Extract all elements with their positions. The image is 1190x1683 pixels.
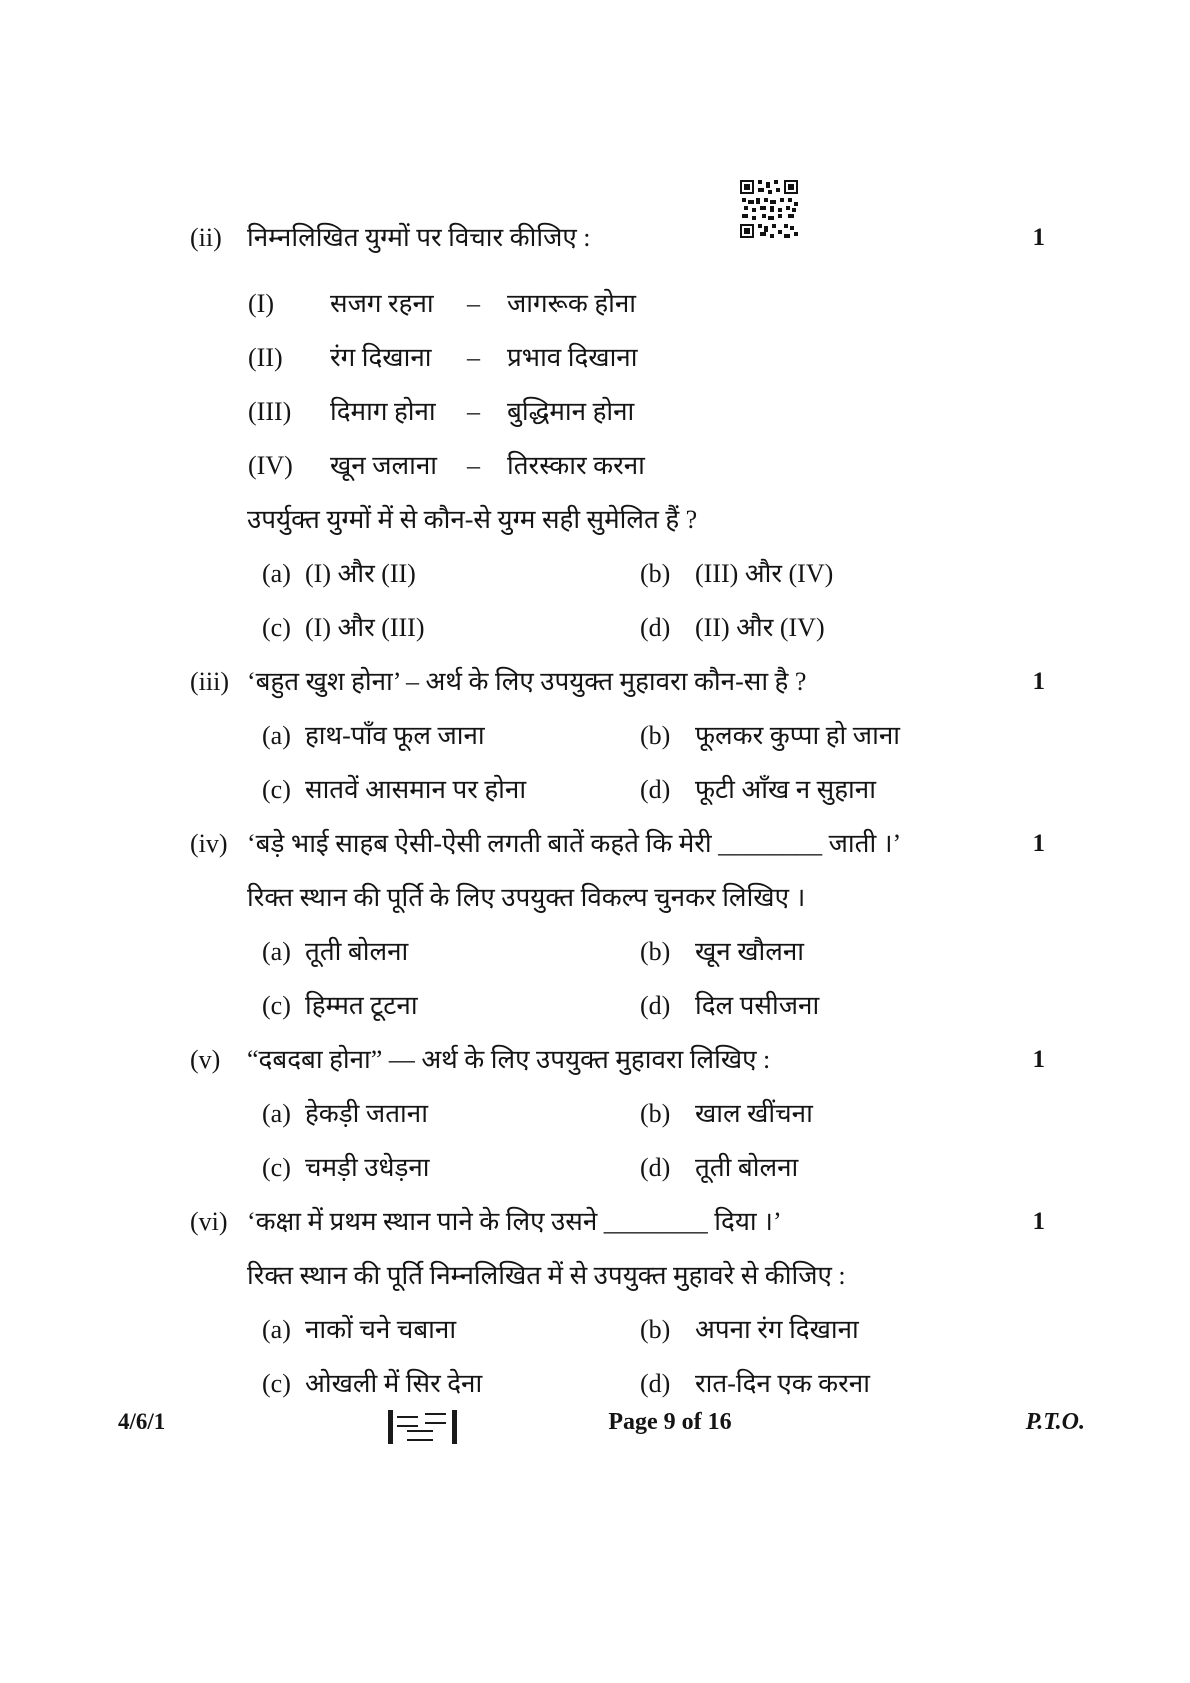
option-text: दिल पसीजना xyxy=(695,991,820,1020)
question-number: (v) xyxy=(190,1045,221,1074)
pair-dash: – xyxy=(467,451,480,480)
question-iv xyxy=(190,828,1045,860)
question-iii-options-cd xyxy=(190,774,1045,806)
marks-value: 1 xyxy=(1032,1046,1045,1073)
option-text: फूलकर कुप्पा हो जाना xyxy=(695,721,900,750)
pair-number: (IV) xyxy=(248,451,293,480)
question-iii-options-ab xyxy=(190,720,1045,752)
marks-value: 1 xyxy=(1032,224,1045,251)
pto-label: P.T.O. xyxy=(1025,1409,1085,1435)
question-iv-options-cd xyxy=(190,990,1045,1022)
question-text: ‘बहुत खुश होना’ – अर्थ के लिए उपयुक्त मुहावरा कौन-सा है ? xyxy=(247,667,807,696)
question-ii-options-cd xyxy=(190,612,1045,644)
question-vi-options-cd xyxy=(190,1368,1045,1400)
pair-left: खून जलाना xyxy=(330,451,438,480)
option-text: (I) और (II) xyxy=(305,559,416,588)
question-number: (ii) xyxy=(190,223,222,252)
option-text: तूती बोलना xyxy=(695,1153,799,1182)
question-vi-options-ab xyxy=(190,1314,1045,1346)
pair-left: रंग दिखाना xyxy=(330,343,432,372)
paper-code: 4/6/1 xyxy=(118,1409,166,1434)
questions-area xyxy=(190,222,1045,1400)
option-label: (a) xyxy=(262,559,291,588)
question-iv-instruction: रिक्त स्थान की पूर्ति के लिए उपयुक्त विकल्प चुनकर लिखिए । xyxy=(247,883,806,912)
pair-row-1 xyxy=(190,288,1045,320)
option-text: हिम्मत टूटना xyxy=(305,991,418,1020)
option-label: (b) xyxy=(640,1099,671,1128)
option-label: (c) xyxy=(262,991,291,1020)
page-footer xyxy=(0,1405,1190,1447)
pair-right: तिरस्कार करना xyxy=(507,451,645,480)
option-text: तूती बोलना xyxy=(305,937,409,966)
option-label: (d) xyxy=(640,775,671,804)
option-label: (c) xyxy=(262,613,291,642)
marks-value: 1 xyxy=(1032,1208,1045,1235)
pair-row-4 xyxy=(190,450,1045,482)
option-label: (b) xyxy=(640,721,671,750)
option-text: खून खौलना xyxy=(695,937,804,966)
option-text: नाकों चने चबाना xyxy=(305,1315,457,1344)
option-text: (III) और (IV) xyxy=(695,559,834,588)
option-label: (a) xyxy=(262,1099,291,1128)
option-label: (c) xyxy=(262,1369,291,1398)
question-v xyxy=(190,1044,1045,1076)
question-number: (iii) xyxy=(190,667,229,696)
question-ii-options-ab xyxy=(190,558,1045,590)
question-iv-options-ab xyxy=(190,936,1045,968)
option-text: हेकड़ी जताना xyxy=(305,1099,428,1128)
option-label: (d) xyxy=(640,613,671,642)
barcode-icon xyxy=(388,1410,458,1444)
option-text: ओखली में सिर देना xyxy=(305,1369,483,1398)
question-v-options-cd xyxy=(190,1152,1045,1184)
marks-value: 1 xyxy=(1032,830,1045,857)
option-label: (b) xyxy=(640,937,671,966)
pair-row-2 xyxy=(190,342,1045,374)
pair-left: सजग रहना xyxy=(330,289,434,318)
option-label: (d) xyxy=(640,1369,671,1398)
option-text: चमड़ी उधेड़ना xyxy=(305,1153,430,1182)
pair-right: बुद्धिमान होना xyxy=(507,397,635,426)
option-label: (c) xyxy=(262,775,291,804)
option-text: अपना रंग दिखाना xyxy=(695,1315,859,1344)
option-text: रात-दिन एक करना xyxy=(695,1369,870,1398)
option-text: (II) और (IV) xyxy=(695,613,825,642)
pair-dash: – xyxy=(467,397,480,426)
option-label: (b) xyxy=(640,1315,671,1344)
pair-row-3 xyxy=(190,396,1045,428)
question-text: “दबदबा होना” — अर्थ के लिए उपयुक्त मुहावरा लिखिए : xyxy=(247,1045,771,1074)
option-label: (c) xyxy=(262,1153,291,1182)
option-text: हाथ-पाँव फूल जाना xyxy=(305,721,485,750)
pair-number: (III) xyxy=(248,397,292,426)
option-text: खाल खींचना xyxy=(695,1099,813,1128)
option-text: सातवें आसमान पर होना xyxy=(305,775,527,804)
option-label: (a) xyxy=(262,937,291,966)
page-number-label: Page 9 of 16 xyxy=(608,1409,732,1435)
question-ii xyxy=(190,222,1045,254)
pair-left: दिमाग होना xyxy=(330,397,436,426)
option-label: (d) xyxy=(640,1153,671,1182)
question-text: ‘बड़े भाई साहब ऐसी-ऐसी लगती बातें कहते कि मेरी ________ जाती ।’ xyxy=(247,829,902,858)
option-label: (b) xyxy=(640,559,671,588)
pair-right: प्रभाव दिखाना xyxy=(507,343,638,372)
question-vi xyxy=(190,1206,1045,1238)
option-label: (a) xyxy=(262,1315,291,1344)
pair-dash: – xyxy=(467,289,480,318)
question-ii-followup: उपर्युक्त युग्मों में से कौन-से युग्म सही सुमेलित हैं ? xyxy=(247,505,698,534)
option-text: (I) और (III) xyxy=(305,613,425,642)
question-number: (iv) xyxy=(190,829,228,858)
question-text: निम्नलिखित युग्मों पर विचार कीजिए : xyxy=(247,223,591,252)
pair-number: (I) xyxy=(248,289,274,318)
question-text: ‘कक्षा में प्रथम स्थान पाने के लिए उसने ________ दिया ।’ xyxy=(247,1207,782,1236)
option-label: (d) xyxy=(640,991,671,1020)
pair-right: जागरूक होना xyxy=(507,289,637,318)
marks-value: 1 xyxy=(1032,668,1045,695)
option-text: फूटी आँख न सुहाना xyxy=(695,775,876,804)
pair-dash: – xyxy=(467,343,480,372)
question-iii xyxy=(190,666,1045,698)
question-number: (vi) xyxy=(190,1207,228,1236)
pair-number: (II) xyxy=(248,343,283,372)
question-v-options-ab xyxy=(190,1098,1045,1130)
option-label: (a) xyxy=(262,721,291,750)
question-vi-instruction: रिक्त स्थान की पूर्ति निम्नलिखित में से उपयुक्त मुहावरे से कीजिए : xyxy=(247,1261,846,1290)
